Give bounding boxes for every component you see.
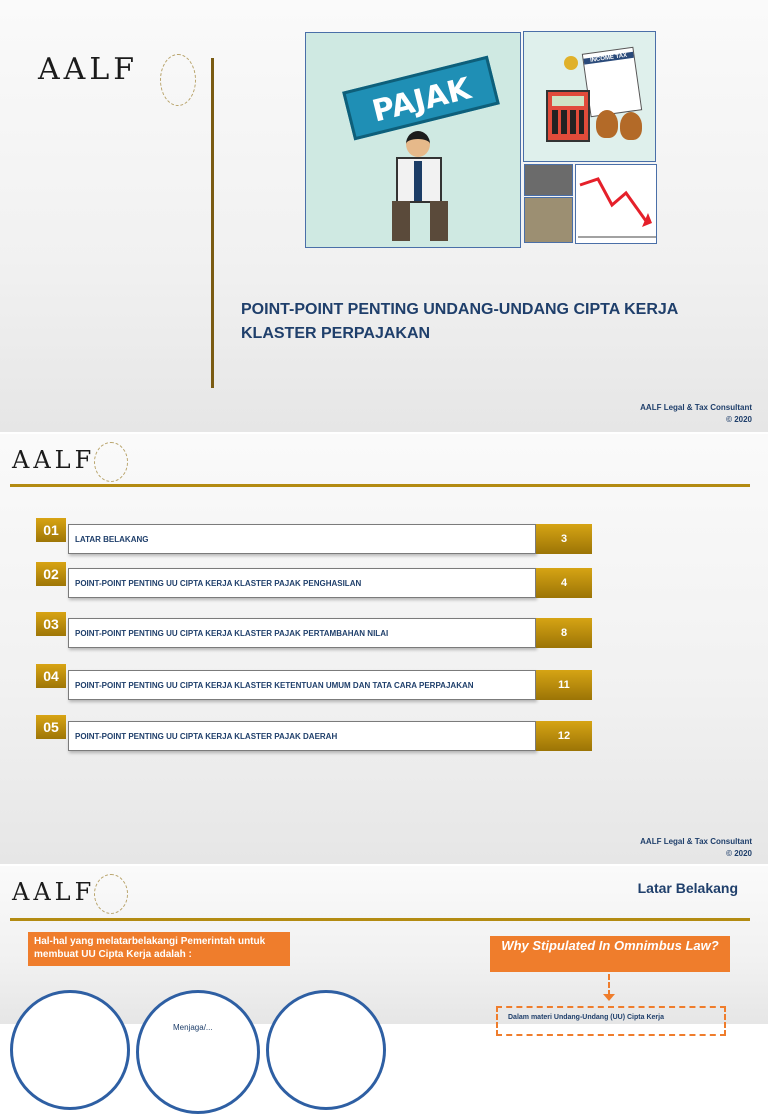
circle-3	[266, 990, 386, 1110]
down-arrow-icon	[608, 974, 610, 996]
pajak-sign: PAJAK	[342, 56, 500, 141]
logo-seal-icon	[94, 442, 128, 482]
tie-icon	[414, 161, 422, 201]
agenda-number: 03	[36, 612, 66, 636]
agenda-label: POINT-POINT PENTING UU CIPTA KERJA KLASTER PAJAK PENGHASILAN	[68, 568, 536, 598]
title-line-1: POINT-POINT PENTING UNDANG-UNDANG CIPTA KERJA	[241, 301, 679, 318]
circle-2	[136, 990, 260, 1114]
income-tax-label: INCOME TAX	[583, 52, 633, 65]
aalf-logo	[12, 878, 95, 906]
dashed-box-text: Dalam materi Undang-Undang (UU) Cipta Kerja	[508, 1014, 664, 1021]
header-rule	[10, 484, 750, 487]
agenda-label: POINT-POINT PENTING UU CIPTA KERJA KLASTER PAJAK DAERAH	[68, 721, 536, 751]
logo-text: AALF	[38, 52, 139, 87]
agenda-page: 3	[536, 524, 592, 554]
agenda-page: 4	[536, 568, 592, 598]
agenda-page: 12	[536, 721, 592, 751]
agenda-number: 04	[36, 664, 66, 688]
aalf-logo	[38, 52, 138, 87]
agenda-number: 01	[36, 518, 66, 542]
agenda-page: 11	[536, 670, 592, 700]
man-head-icon	[406, 131, 430, 157]
pajak-illustration	[305, 32, 521, 248]
logo-text: AALF	[12, 878, 96, 906]
declining-chart-image	[575, 164, 657, 244]
slide-footer	[640, 402, 752, 426]
man-legs-icon	[392, 201, 448, 241]
title-line-2: KLASTER PERPAJAKAN	[241, 325, 431, 342]
circle-1	[10, 990, 130, 1110]
coin-icon	[564, 56, 578, 70]
income-tax-illustration	[523, 31, 656, 162]
vertical-divider	[211, 58, 214, 388]
logo-text: AALF	[12, 446, 96, 474]
logo-seal-icon	[94, 874, 128, 914]
aalf-logo	[12, 446, 95, 474]
agenda-number: 02	[36, 562, 66, 586]
agenda-number: 05	[36, 715, 66, 739]
footer-company: AALF Legal & Tax Consultant	[640, 403, 752, 412]
section-title: Latar Belakang	[637, 880, 738, 896]
intro-box: Hal-hal yang melatarbelakangi Pemerintah untuk membuat UU Cipta Kerja adalah :	[28, 932, 290, 966]
logo-seal-icon	[160, 54, 196, 106]
dashed-explanation-box	[496, 1006, 726, 1036]
agenda-label: POINT-POINT PENTING UU CIPTA KERJA KLASTER KETENTUAN UMUM DAN TATA CARA PERPAJAKAN	[68, 670, 536, 700]
slide-title	[0, 0, 768, 432]
agenda-label: POINT-POINT PENTING UU CIPTA KERJA KLASTER PAJAK PERTAMBAHAN NILAI	[68, 618, 536, 648]
tax-keyboard-image	[524, 164, 573, 196]
declining-arrow-icon	[576, 165, 658, 245]
agenda-label: LATAR BELAKANG	[68, 524, 536, 554]
calculator-icon	[546, 90, 590, 142]
footer-year: © 2020	[726, 415, 752, 424]
header-rule	[10, 918, 750, 921]
slide-agenda	[0, 434, 768, 864]
footer-company: AALF Legal & Tax Consultant	[640, 837, 752, 846]
slide-footer	[640, 836, 752, 860]
agenda-page: 8	[536, 618, 592, 648]
presentation-title	[241, 298, 741, 346]
money-bag-icon	[620, 112, 642, 140]
why-box: Why Stipulated In Omnimbus Law?	[490, 936, 730, 972]
money-image	[524, 197, 573, 243]
down-arrow-head	[603, 994, 615, 1001]
money-bag-icon	[596, 110, 618, 138]
footer-year: © 2020	[726, 849, 752, 858]
income-tax-form	[582, 47, 642, 118]
slide-latar-belakang	[0, 866, 768, 1032]
circle-2-text: Menjaga/...	[173, 1023, 213, 1032]
